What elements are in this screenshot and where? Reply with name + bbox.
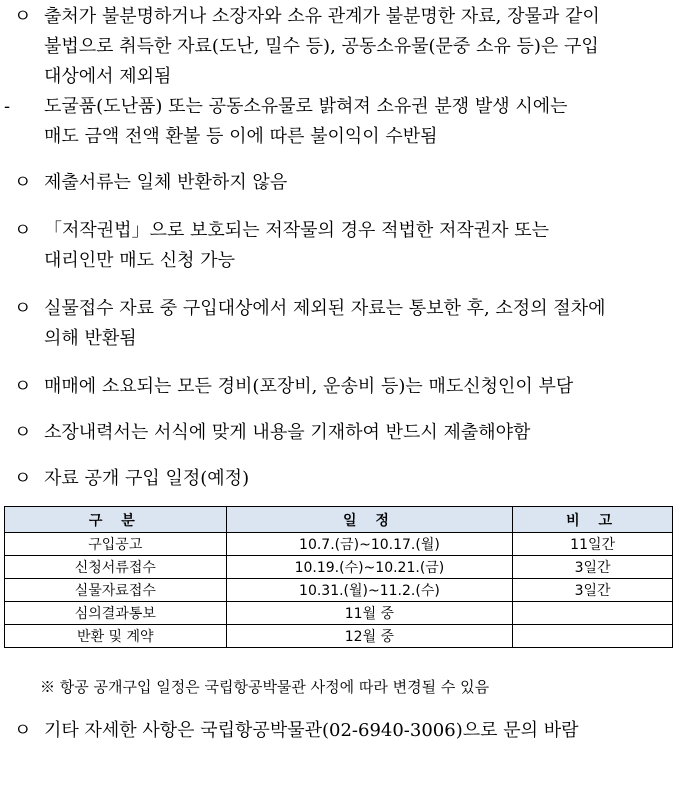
- cell-schedule: 12월 중: [226, 625, 513, 648]
- schedule-change-note: ※ 항공 공개구입 일정은 국립항공박물관 사정에 따라 변경될 수 있음: [40, 678, 490, 696]
- notice-line: 불법으로 취득한 자료(도난, 밀수 등), 공동소유물(문중 소유 등)은 구입: [44, 36, 599, 57]
- notice-line: 매도 금액 전액 환불 등 이에 따른 불이익이 수반됨: [44, 126, 438, 147]
- cell-category: 반환 및 계약: [5, 625, 227, 648]
- column-header-remarks: 비 고: [513, 507, 673, 533]
- table-row: [5, 625, 673, 648]
- notice-line: 대리인만 매도 신청 가능: [44, 250, 236, 271]
- cell-category: 실물자료접수: [5, 579, 227, 602]
- contact-text: 기타 자세한 사항은 국립항공박물관(02-6940-3006)으로 문의 바람: [44, 720, 579, 741]
- cell-category: 신청서류접수: [5, 556, 227, 579]
- cell-remarks: [513, 602, 673, 625]
- schedule-heading: 자료 공개 구입 일정(예정): [44, 468, 250, 489]
- table-row: [5, 602, 673, 625]
- bullet-marker: ㅇ: [14, 220, 32, 241]
- cell-schedule: 10.31.(월)~11.2.(수): [226, 579, 513, 602]
- notice-line: 출처가 불분명하거나 소장자와 소유 관계가 불분명한 자료, 장물과 같이: [44, 6, 600, 27]
- table-row: [5, 579, 673, 602]
- table-row: [5, 533, 673, 556]
- cell-remarks: [513, 625, 673, 648]
- notice-line: 「저작권법」으로 보호되는 저작물의 경우 적법한 저작권자 또는: [44, 220, 550, 241]
- notice-line: 도굴품(도난품) 또는 공동소유물로 밝혀져 소유권 분쟁 발생 시에는: [44, 96, 568, 117]
- bullet-marker: ㅇ: [14, 720, 32, 741]
- cell-schedule: 10.19.(수)~10.21.(금): [226, 556, 513, 579]
- cell-remarks: 3일간: [513, 579, 673, 602]
- notice-line: 실물접수 자료 중 구입대상에서 제외된 자료는 통보한 후, 소정의 절차에: [44, 298, 606, 319]
- cell-category: 심의결과통보: [5, 602, 227, 625]
- notice-line: 의해 반환됨: [44, 328, 137, 349]
- bullet-marker: ㅇ: [14, 422, 32, 443]
- notice-line: 소장내력서는 서식에 맞게 내용을 기재하여 반드시 제출해야함: [44, 422, 531, 443]
- cell-schedule: 11월 중: [226, 602, 513, 625]
- cell-remarks: 3일간: [513, 556, 673, 579]
- bullet-marker: ㅇ: [14, 298, 32, 319]
- notice-line: 제출서류는 일체 반환하지 않음: [44, 172, 288, 193]
- bullet-marker: ㅇ: [14, 6, 32, 27]
- schedule-table: [4, 506, 673, 648]
- bullet-marker: ㅇ: [14, 468, 32, 489]
- cell-schedule: 10.7.(금)~10.17.(월): [226, 533, 513, 556]
- bullet-marker: ㅇ: [14, 172, 32, 193]
- table-header-row: [5, 507, 673, 533]
- bullet-marker: ㅇ: [14, 376, 32, 397]
- column-header-schedule: 일 정: [226, 507, 513, 533]
- dash-marker: -: [4, 96, 11, 117]
- cell-category: 구입공고: [5, 533, 227, 556]
- cell-remarks: 11일간: [513, 533, 673, 556]
- column-header-category: 구 분: [5, 507, 227, 533]
- notice-line: 대상에서 제외됨: [44, 66, 172, 87]
- table-row: [5, 556, 673, 579]
- notice-line: 매매에 소요되는 모든 경비(포장비, 운송비 등)는 매도신청인이 부담: [44, 376, 574, 397]
